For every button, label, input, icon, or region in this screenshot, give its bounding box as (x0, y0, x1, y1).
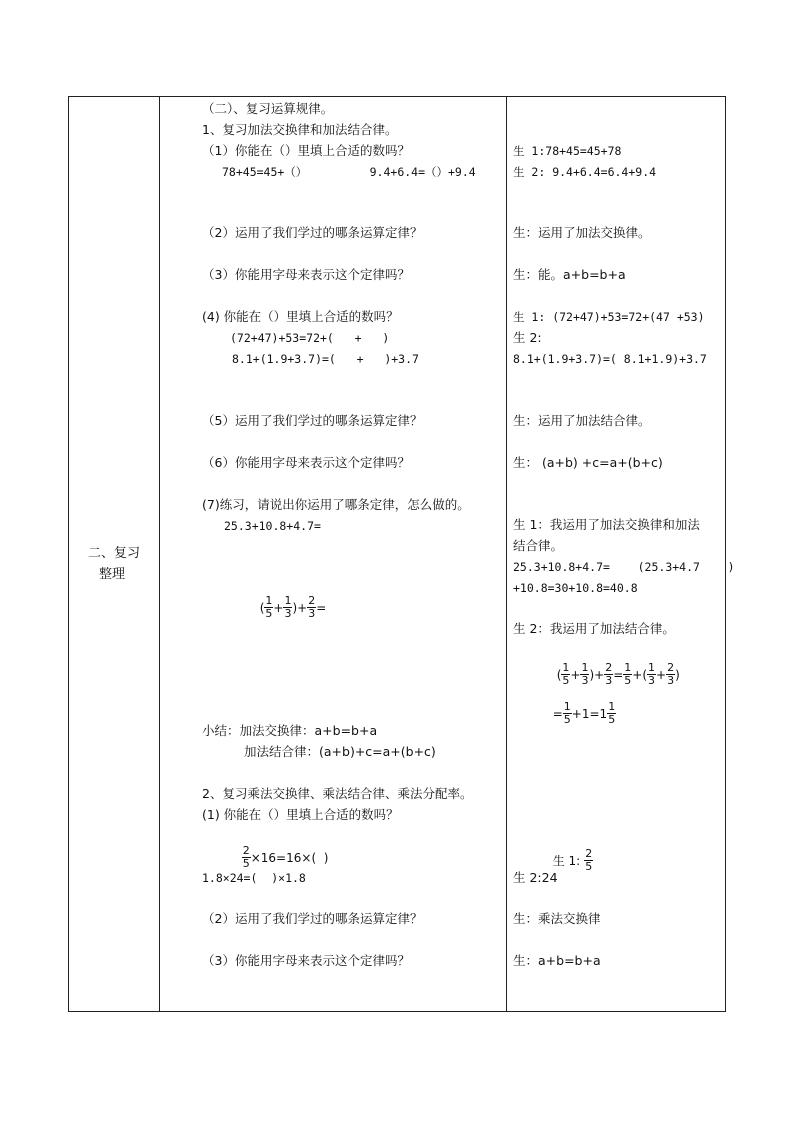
paren-close-plus: )+ (292, 600, 308, 615)
equals-sign: = (316, 600, 327, 615)
fraction-2-3 (604, 662, 613, 687)
plus-sign: + (570, 667, 581, 682)
summary-line-2: 加法结合律：(a+b)+c=a+(b+c) (244, 744, 436, 759)
fraction-2-3 (666, 662, 675, 687)
numerator: 1 (562, 661, 570, 674)
numerator: 2 (585, 847, 593, 860)
table-row (69, 97, 726, 1012)
denominator: 3 (605, 674, 613, 687)
numerator: 1 (284, 594, 292, 607)
denominator: 5 (242, 857, 250, 870)
fraction-1-3 (283, 595, 292, 620)
question-7-equation-1: 25.3+10.8+4.7= (224, 519, 321, 533)
student-answer: 生 2:24 (513, 870, 558, 885)
student-answer: 结合律。 (513, 538, 564, 553)
fraction-2-5 (584, 848, 593, 873)
student-answer: 生 2: (513, 330, 542, 345)
question-7-equation-2 (220, 579, 326, 636)
student-answer: 生：运用了加法交换律。 (513, 225, 651, 240)
equation-tail: ×16=16×( ) (250, 850, 329, 865)
paren-close: ) (675, 667, 680, 682)
part1-title: 1、复习加法交换律和加法结合律。 (202, 122, 398, 137)
numerator: 2 (605, 661, 613, 674)
numerator: 1 (563, 700, 571, 713)
denominator: 3 (308, 607, 316, 620)
fraction-1-5 (264, 595, 273, 620)
denominator: 5 (265, 607, 273, 620)
question-5: （5）运用了我们学过的哪条运算定律？ (202, 413, 423, 428)
fraction-1-3 (647, 662, 656, 687)
denominator: 3 (648, 674, 656, 687)
fraction-1-5 (563, 701, 572, 726)
denominator: 3 (284, 607, 292, 620)
question-7: (7)练习，请说出你运用了哪条定律，怎么做的。 (202, 497, 470, 512)
student-answer: 生：乘法交换律 (513, 911, 601, 926)
paren-close-plus: )+ (589, 667, 605, 682)
equals-sign: = (613, 667, 624, 682)
numerator: 2 (242, 844, 250, 857)
heading: （二）、复习运算规律。 (202, 101, 334, 116)
student-answer: 生：a+b=b+a (513, 953, 601, 968)
denominator: 5 (562, 674, 570, 687)
student-answer: 生：运用了加法结合律。 (513, 413, 651, 428)
teacher-cell (160, 97, 507, 1012)
student-answer: 生 2：我运用了加法结合律。 (513, 621, 675, 636)
plus-sign: + (656, 667, 667, 682)
denominator: 5 (563, 713, 571, 726)
paren-open: ( (642, 667, 648, 682)
numerator: 1 (648, 661, 656, 674)
question-4-equation-1: (72+47)+53=72+( + ) (230, 331, 390, 345)
student-answer: 生： (a+b) +c=a+(b+c) (513, 455, 663, 470)
lesson-table (68, 96, 735, 1012)
student-cell (507, 97, 735, 1012)
fraction-2-5 (242, 845, 251, 870)
numerator: 1 (581, 661, 589, 674)
multiply-question-3: （3）你能用字母来表示这个定律吗？ (202, 953, 410, 968)
student-answer: 25.3+10.8+4.7= (25.3+4.7 ) (513, 560, 735, 574)
student-answer: +10.8=30+10.8=40.8 (513, 581, 638, 595)
student-answer: 生 1:78+45=45+78 (513, 144, 622, 158)
question-4: (4) 你能在（）里填上合适的数吗？ (202, 309, 399, 324)
denominator: 5 (608, 713, 616, 726)
question-4-equation-2: 8.1+(1.9+3.7)=( + )+3.7 (232, 352, 419, 366)
student-fraction-result (513, 685, 616, 742)
denominator: 3 (581, 674, 589, 687)
student-answer: 生 2: 9.4+6.4=6.4+9.4 (513, 165, 657, 179)
fraction-1-5 (561, 662, 570, 687)
summary-line-1: 小结：加法交换律：a+b=b+a (202, 723, 378, 738)
part2-title: 2、复习乘法交换律、乘法结合律、乘法分配率。 (202, 786, 473, 801)
section-subtitle: 整理 (99, 567, 126, 582)
denominator: 5 (624, 674, 632, 687)
multiply-question-1: (1) 你能在（）里填上合适的数吗？ (202, 807, 399, 822)
fraction-1-3 (580, 662, 589, 687)
denominator: 5 (585, 860, 593, 873)
section-cell (69, 97, 160, 1012)
multiply-question-2: （2）运用了我们学过的哪条运算定律？ (202, 911, 423, 926)
numerator: 2 (308, 594, 316, 607)
numerator: 1 (608, 700, 616, 713)
question-2: （2）运用了我们学过的哪条运算定律？ (202, 225, 423, 240)
student-answer: 生 1：我运用了加法交换律和加法 (513, 517, 700, 532)
question-1: （1）你能在（）里填上合适的数吗？ (202, 143, 410, 158)
question-3: （3）你能用字母来表示这个定律吗？ (202, 267, 410, 282)
equals-sign: = (552, 706, 563, 721)
student-answer: 8.1+(1.9+3.7)=( 8.1+1.9)+3.7 (513, 352, 707, 366)
denominator: 3 (667, 674, 675, 687)
section-title: 二、复习 (87, 546, 140, 561)
student-answer: 生：能。a+b=b+a (513, 267, 626, 282)
plus-sign: + (632, 667, 643, 682)
paren-open: ( (259, 600, 265, 615)
question-1-equation: 78+45=45+（） 9.4+6.4=（）+9.4 (222, 165, 476, 179)
fraction-2-3 (307, 595, 316, 620)
multiply-equation-2: 1.8×24=( )×1.8 (202, 871, 306, 885)
fraction-1-5 (607, 701, 616, 726)
student-answer: 生 1: (72+47)+53=72+(47 +53) (513, 310, 705, 324)
numerator: 1 (265, 594, 273, 607)
question-6: （6）你能用字母来表示这个定律吗？ (202, 455, 410, 470)
numerator: 2 (667, 661, 675, 674)
fraction-1-5 (623, 662, 632, 687)
numerator: 1 (624, 661, 632, 674)
student-label: 生 1: (552, 853, 581, 868)
plus-sign: + (273, 600, 284, 615)
paren-open: ( (556, 667, 562, 682)
result-text: +1=1 (571, 706, 608, 721)
